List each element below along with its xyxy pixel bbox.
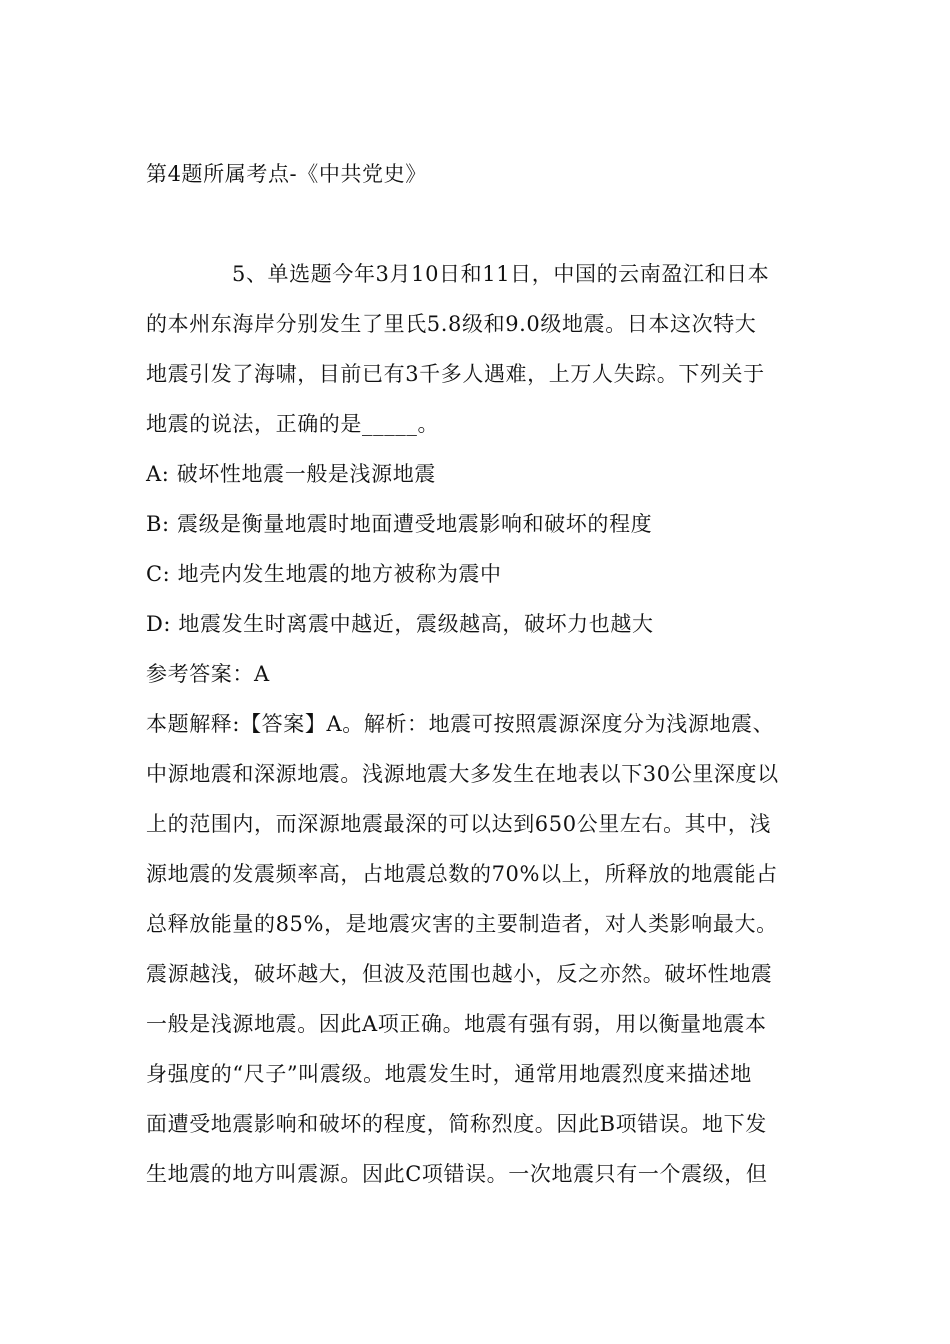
- option-c: C: 地壳内发生地震的地方被称为震中: [146, 562, 502, 586]
- question-line-3: 地震引发了海啸，目前已有3千多人遇难，上万人失踪。下列关于: [146, 362, 765, 386]
- explanation-line-9: 面遭受地震影响和破坏的程度，简称烈度。因此B项错误。地下发: [146, 1112, 767, 1136]
- explanation-line-10: 生地震的地方叫震源。因此C项错误。一次地震只有一个震级，但: [146, 1162, 768, 1186]
- explanation-line-6: 震源越浅，破坏越大，但波及范围也越小，反之亦然。破坏性地震: [146, 962, 773, 986]
- explanation-line-1: 本题解释:【答案】A。解析：地震可按照震源深度分为浅源地震、: [146, 712, 775, 736]
- question-line-1: 5、单选题今年3月10日和11日，中国的云南盈江和日本: [232, 262, 770, 286]
- option-b: B: 震级是衡量地震时地面遭受地震影响和破坏的程度: [146, 512, 653, 536]
- question-line-2: 的本州东海岸分别发生了里氏5.8级和9.0级地震。日本这次特大: [146, 312, 757, 336]
- explanation-line-7: 一般是浅源地震。因此A项正确。地震有强有弱，用以衡量地震本: [146, 1012, 767, 1036]
- explanation-line-3: 上的范围内，而深源地震最深的可以达到650公里左右。其中，浅: [146, 812, 772, 836]
- reference-answer: 参考答案：A: [146, 662, 270, 686]
- topic-line: 第4题所属考点-《中共党史》: [146, 162, 427, 186]
- option-a: A: 破坏性地震一般是浅源地震: [146, 462, 436, 486]
- explanation-line-8: 身强度的“尺子”叫震级。地震发生时，通常用地震烈度来描述地: [146, 1062, 752, 1086]
- question-line-4: 地震的说法，正确的是_____。: [146, 412, 440, 436]
- explanation-line-5: 总释放能量的85%，是地震灾害的主要制造者，对人类影响最大。: [146, 912, 778, 936]
- option-d: D: 地震发生时离震中越近，震级越高，破坏力也越大: [146, 612, 654, 636]
- explanation-line-4: 源地震的发震频率高，占地震总数的70%以上，所释放的地震能占: [146, 862, 778, 886]
- explanation-line-2: 中源地震和深源地震。浅源地震大多发生在地表以下30公里深度以: [146, 762, 779, 786]
